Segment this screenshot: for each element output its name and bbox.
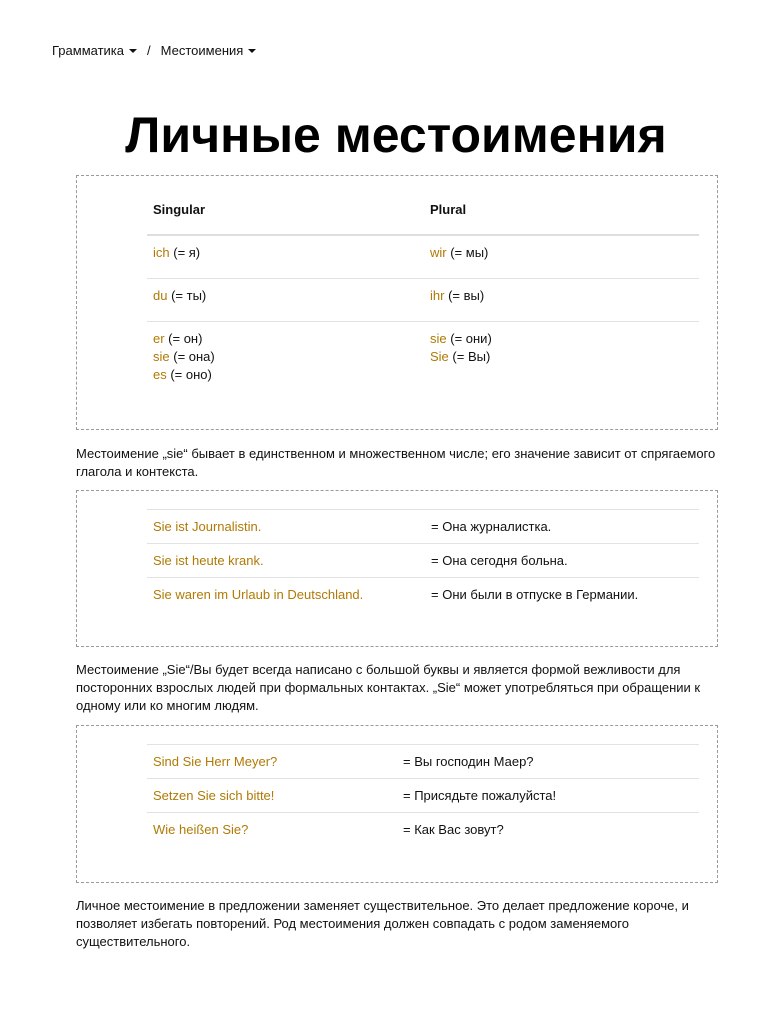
paragraph-sie-usage: Местоимение „sie“ бывает в единственном и множественном числе; его значение зависит от спрягаемого глагола и контекста. (76, 446, 716, 479)
example-ru: = Присядьте пожалуйста! (397, 779, 699, 813)
breadcrumb (52, 43, 256, 58)
examples-table-1 (147, 509, 699, 611)
examples-box-2 (76, 725, 718, 883)
pronoun-ru: (= вы) (444, 287, 485, 303)
column-header-plural: Plural (424, 198, 699, 235)
breadcrumb-separator: / (147, 43, 151, 58)
examples-table-2 (147, 744, 699, 846)
pronoun-de: er (153, 330, 165, 346)
example-de: Sind Sie Herr Meyer? (147, 745, 397, 779)
pronoun-de: es (153, 366, 167, 382)
breadcrumb-pronouns-dropdown[interactable] (161, 43, 257, 58)
example-ru: = Как Вас зовут? (397, 813, 699, 847)
pronoun-de: ihr (430, 287, 445, 303)
example-de: Wie heißen Sie? (147, 813, 397, 847)
breadcrumb-grammar-dropdown[interactable] (52, 43, 137, 58)
pronoun-ru: (= она) (169, 348, 215, 364)
pronoun-de: ich (153, 245, 170, 260)
table-row (147, 779, 699, 813)
pronoun-ru: (= оно) (166, 366, 212, 382)
breadcrumb-grammar-label: Грамматика (52, 43, 125, 58)
pronoun-table (147, 198, 699, 394)
example-de: Setzen Sie sich bitte! (147, 779, 397, 813)
table-row (147, 510, 699, 544)
pronoun-ru: (= он) (164, 330, 203, 346)
example-ru: = Она сегодня больна. (425, 544, 699, 578)
pronoun-ru: (= они) (446, 330, 492, 346)
example-ru: = Вы господин Маер? (397, 745, 699, 779)
pronoun-ru: (= я) (169, 245, 201, 260)
pronoun-table-box (76, 175, 718, 430)
caret-down-icon (248, 49, 256, 53)
table-row (147, 813, 699, 847)
pronoun-de: wir (430, 245, 447, 260)
paragraph-pronoun-function: Личное местоимение в предложении заменяет существительное. Это делает предложение короче, и позволяет избегать повторений. Род местоимения должен совпадать с родом заменяемого существительного. (76, 898, 689, 949)
examples-box-1 (76, 490, 718, 647)
column-header-singular: Singular (147, 198, 424, 235)
example-de: Sie ist heute krank. (147, 544, 425, 578)
singular-cell (147, 235, 424, 278)
singular-cell (147, 321, 424, 394)
singular-cell (147, 278, 424, 321)
example-de: Sie ist Journalistin. (147, 510, 425, 544)
paragraph-formal-sie: Местоимение „Sie“/Вы будет всегда написано с большой буквы и является формой вежливости для посторонних взрослых людей при формальных контактах. „Sie“ может употребляться при обращении к одному или ко многим людям. (76, 662, 701, 713)
pronoun-de: sie (153, 348, 170, 364)
pronoun-ru: (= ты) (167, 287, 207, 303)
table-row (147, 235, 699, 278)
table-row (147, 278, 699, 321)
table-row (147, 745, 699, 779)
example-ru: = Она журналистка. (425, 510, 699, 544)
pronoun-ru: (= Вы) (448, 348, 491, 364)
example-ru: = Они были в отпуске в Германии. (425, 578, 699, 612)
pronoun-ru: (= мы) (446, 245, 489, 260)
pronoun-de: Sie (430, 348, 449, 364)
caret-down-icon (129, 49, 137, 53)
pronoun-de: sie (430, 330, 447, 346)
example-de: Sie waren im Urlaub in Deutschland. (147, 578, 425, 612)
breadcrumb-pronouns-label: Местоимения (160, 43, 244, 58)
table-row (147, 578, 699, 612)
table-row (147, 544, 699, 578)
plural-cell (424, 321, 699, 394)
pronoun-de: du (153, 287, 168, 303)
page-title: Личные местоимения (125, 107, 667, 163)
plural-cell (424, 235, 699, 278)
table-row (147, 321, 699, 394)
plural-cell (424, 278, 699, 321)
